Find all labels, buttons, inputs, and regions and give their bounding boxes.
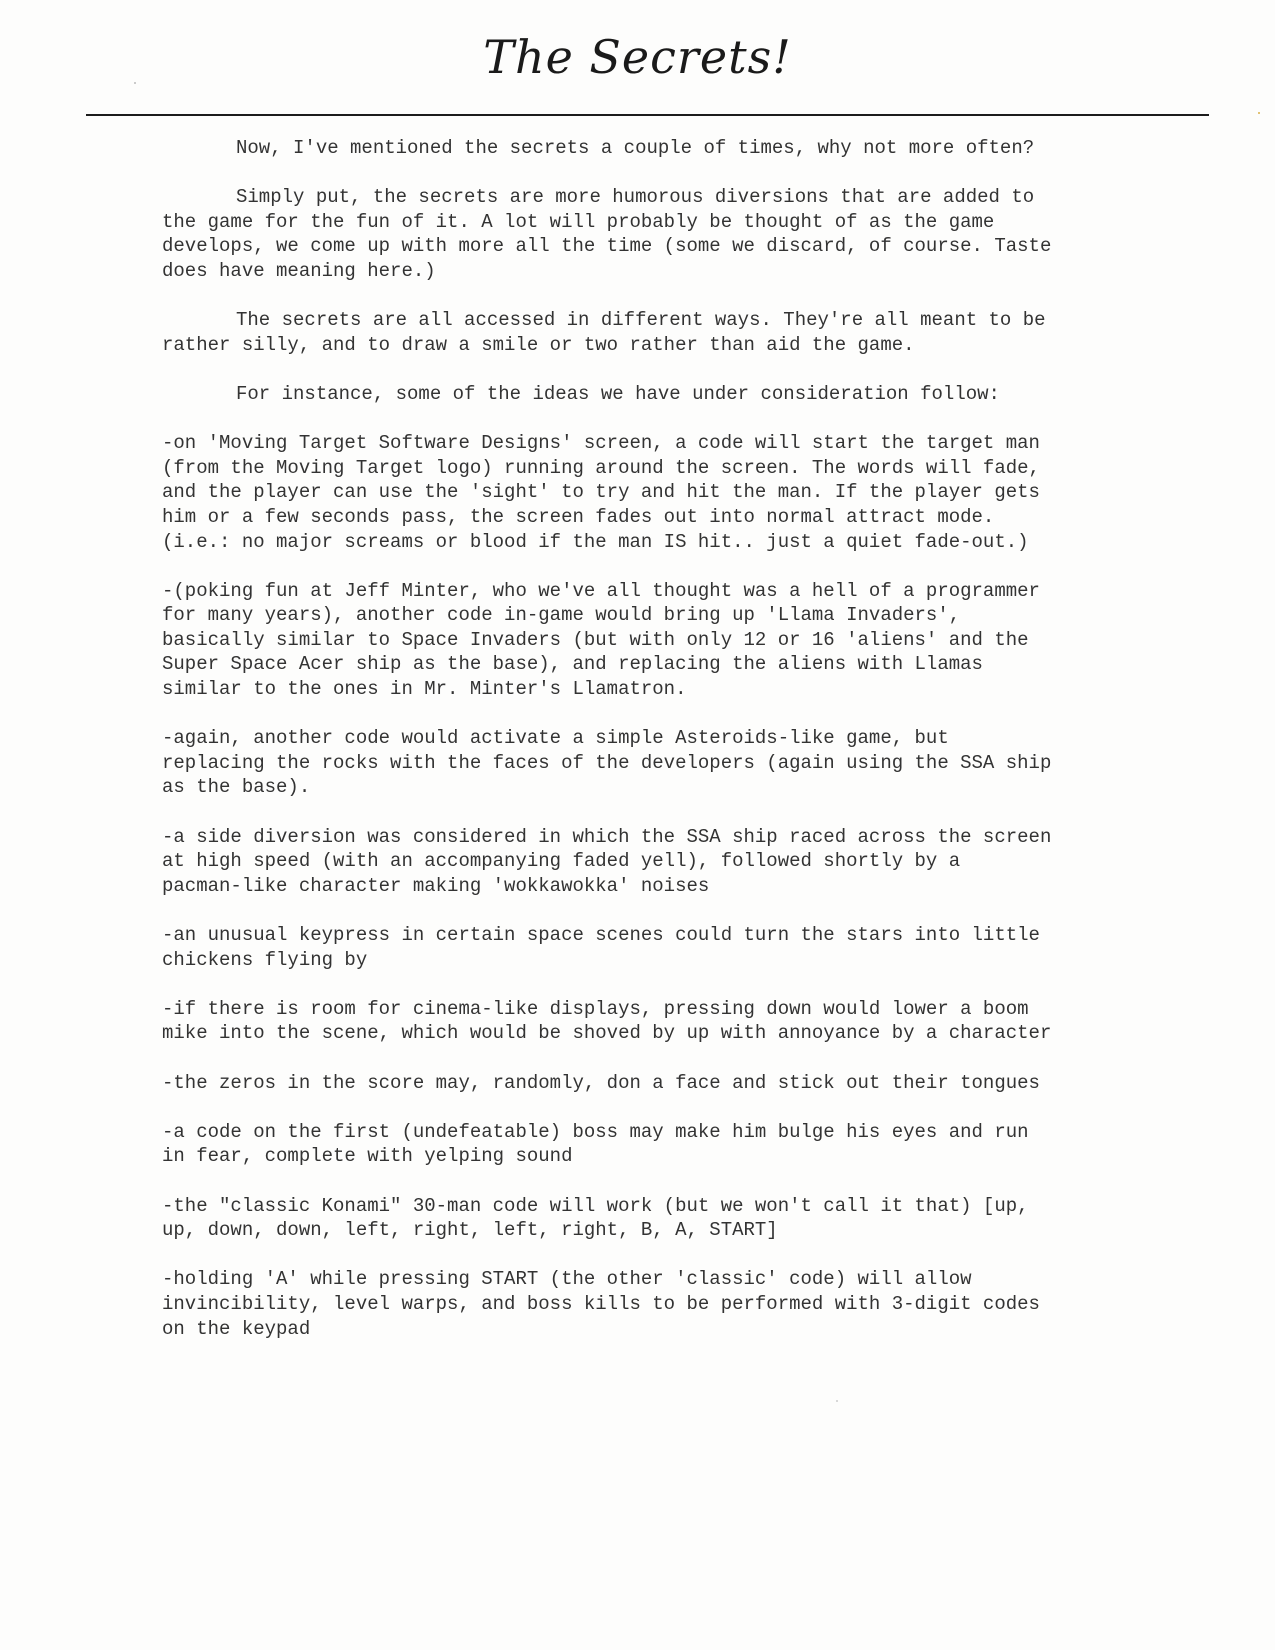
text-line: rather silly, and to draw a smile or two rather than aid the game. — [162, 333, 915, 356]
text-line: the game for the fun of it. A lot will probably be thought of as the game — [162, 210, 995, 233]
text-line: For instance, some of the ideas we have under consideration follow: — [236, 382, 1000, 405]
text-line: -again, another code would activate a simple Asteroids-like game, but — [162, 727, 949, 750]
document-body — [162, 136, 1242, 1366]
scan-speck — [134, 82, 136, 84]
scan-speck — [836, 1400, 838, 1402]
text-line: and the player can use the 'sight' to try and hit the man. If the player gets — [162, 481, 1040, 504]
text-line: The secrets are all accessed in different ways. They're all meant to be — [236, 309, 1046, 332]
text-line: Now, I've mentioned the secrets a couple of times, why not more often? — [236, 137, 1035, 159]
text-line: replacing the rocks with the faces of the developers (again using the SSA ship — [162, 751, 1052, 774]
text-line: basically similar to Space Invaders (but with only 12 or 16 'aliens' and the — [162, 628, 1029, 651]
paragraph — [162, 308, 1242, 357]
paragraph — [162, 923, 1242, 972]
paragraph — [162, 1194, 1242, 1243]
paragraph — [162, 579, 1242, 702]
paragraph — [162, 1071, 1242, 1096]
paragraph — [162, 1120, 1242, 1169]
paragraph — [162, 136, 1242, 161]
text-line: invincibility, level warps, and boss kills to be performed with 3-digit codes — [162, 1292, 1040, 1315]
text-line: Super Space Acer ship as the base), and replacing the aliens with Llamas — [162, 653, 983, 676]
text-line: -an unusual keypress in certain space scenes could turn the stars into little — [162, 924, 1040, 946]
text-line: (from the Moving Target logo) running around the screen. The words will fade, — [162, 456, 1040, 479]
text-line: -a side diversion was considered in which the SSA ship raced across the screen — [162, 825, 1052, 848]
text-line: in fear, complete with yelping sound — [162, 1145, 573, 1168]
paragraph — [162, 431, 1242, 554]
text-line: Simply put, the secrets are more humorous diversions that are added to — [236, 186, 1035, 209]
paragraph — [162, 1267, 1242, 1341]
text-line: on the keypad — [162, 1317, 311, 1340]
text-line: (i.e.: no major screams or blood if the man IS hit.. just a quiet fade-out.) — [162, 530, 1029, 553]
text-line: -a code on the first (undefeatable) boss may make him bulge his eyes and run — [162, 1120, 1029, 1143]
title-rule — [86, 114, 1209, 116]
text-line: -on 'Moving Target Software Designs' screen, a code will start the target man — [162, 432, 1040, 455]
paragraph — [162, 997, 1242, 1046]
paragraph — [162, 726, 1242, 800]
text-line: -the zeros in the score may, randomly, don a face and stick out their tongues — [162, 1071, 1040, 1094]
paragraph — [162, 382, 1242, 407]
text-line: -(poking fun at Jeff Minter, who we've all thought was a hell of a programmer — [162, 579, 1040, 602]
text-line: does have meaning here.) — [162, 259, 436, 282]
scan-speck — [1258, 112, 1260, 114]
text-line: up, down, down, left, right, left, right, B, A, START] — [162, 1219, 778, 1242]
text-line: similar to the ones in Mr. Minter's Llamatron. — [162, 678, 687, 701]
text-line: pacman-like character making 'wokkawokka' noises — [162, 874, 710, 897]
paragraph — [162, 825, 1242, 899]
text-line: -if there is room for cinema-like displays, pressing down would lower a boom — [162, 997, 1029, 1020]
text-line: as the base). — [162, 776, 311, 799]
text-line: -holding 'A' while pressing START (the other 'classic' code) will allow — [162, 1268, 972, 1291]
text-line: -the "classic Konami" 30-man code will work (but we won't call it that) [up, — [162, 1194, 1029, 1217]
text-line: develops, we come up with more all the time (some we discard, of course. Taste — [162, 235, 1052, 258]
text-line: mike into the scene, which would be shoved by up with annoyance by a character — [162, 1022, 1052, 1045]
text-line: him or a few seconds pass, the screen fades out into normal attract mode. — [162, 505, 995, 528]
text-line: for many years), another code in-game would bring up 'Llama Invaders', — [162, 604, 961, 627]
paragraph — [162, 185, 1242, 283]
text-line: at high speed (with an accompanying faded yell), followed shortly by a — [162, 850, 961, 873]
page-title: The Secrets! — [483, 30, 792, 84]
text-line: chickens flying by — [162, 948, 368, 971]
